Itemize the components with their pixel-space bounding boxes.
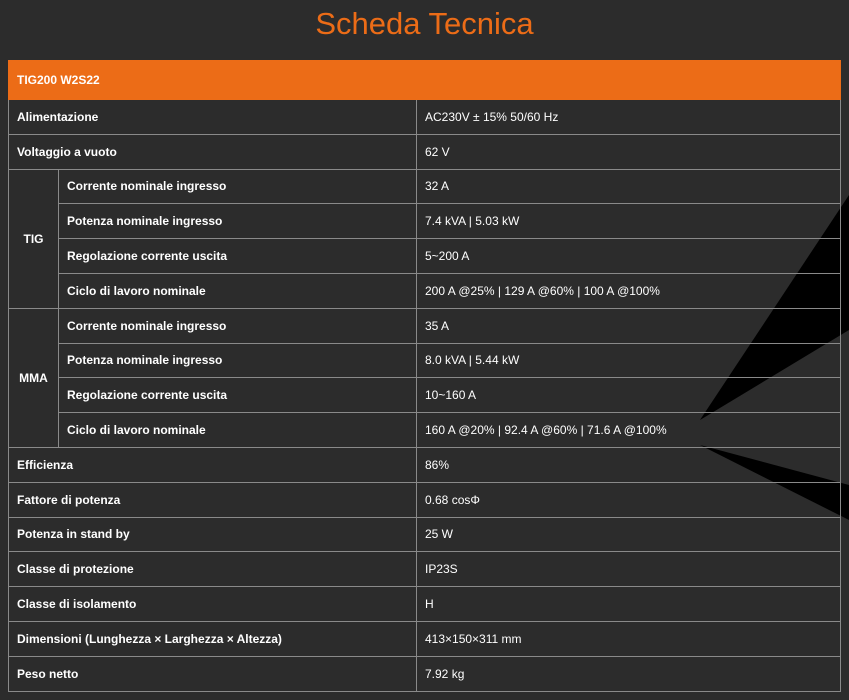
spec-label: Regolazione corrente uscita bbox=[59, 239, 417, 274]
spec-label: Potenza nominale ingresso bbox=[59, 204, 417, 239]
page-title: Scheda Tecnica bbox=[315, 6, 534, 41]
spec-label: Efficienza bbox=[9, 447, 417, 482]
group-label-mma: MMA bbox=[9, 308, 59, 447]
spec-value: 7.4 kVA | 5.03 kW bbox=[417, 204, 841, 239]
spec-value: 86% bbox=[417, 447, 841, 482]
spec-header-row bbox=[9, 61, 841, 100]
spec-row bbox=[9, 343, 841, 378]
spec-value: 10~160 A bbox=[417, 378, 841, 413]
spec-row bbox=[9, 308, 841, 343]
spec-label: Voltaggio a vuoto bbox=[9, 134, 417, 169]
spec-row bbox=[9, 273, 841, 308]
group-label-tig: TIG bbox=[9, 169, 59, 308]
spec-row bbox=[9, 378, 841, 413]
spec-row bbox=[9, 413, 841, 448]
spec-label: Alimentazione bbox=[9, 100, 417, 135]
model-name: TIG200 W2S22 bbox=[9, 61, 841, 100]
spec-value: 413×150×311 mm bbox=[417, 621, 841, 656]
spec-label: Regolazione corrente uscita bbox=[59, 378, 417, 413]
spec-label: Classe di protezione bbox=[9, 552, 417, 587]
spec-label: Potenza nominale ingresso bbox=[59, 343, 417, 378]
spec-row bbox=[9, 482, 841, 517]
spec-label: Ciclo di lavoro nominale bbox=[59, 413, 417, 448]
spec-value: 200 A @25% | 129 A @60% | 100 A @100% bbox=[417, 273, 841, 308]
spec-value: 5~200 A bbox=[417, 239, 841, 274]
spec-label: Classe di isolamento bbox=[9, 587, 417, 622]
spec-row bbox=[9, 169, 841, 204]
spec-row bbox=[9, 517, 841, 552]
spec-value: 160 A @20% | 92.4 A @60% | 71.6 A @100% bbox=[417, 413, 841, 448]
spec-label: Peso netto bbox=[9, 656, 417, 691]
spec-row bbox=[9, 100, 841, 135]
spec-table bbox=[8, 60, 841, 692]
spec-value: AC230V ± 15% 50/60 Hz bbox=[417, 100, 841, 135]
spec-row bbox=[9, 134, 841, 169]
spec-row bbox=[9, 552, 841, 587]
spec-row bbox=[9, 656, 841, 691]
spec-value: 8.0 kVA | 5.44 kW bbox=[417, 343, 841, 378]
spec-value: 0.68 cosΦ bbox=[417, 482, 841, 517]
spec-row bbox=[9, 204, 841, 239]
spec-value: 25 W bbox=[417, 517, 841, 552]
spec-label: Potenza in stand by bbox=[9, 517, 417, 552]
spec-label: Corrente nominale ingresso bbox=[59, 308, 417, 343]
spec-value: 32 A bbox=[417, 169, 841, 204]
spec-row bbox=[9, 239, 841, 274]
spec-label: Dimensioni (Lunghezza × Larghezza × Altezza) bbox=[9, 621, 417, 656]
spec-value: 7.92 kg bbox=[417, 656, 841, 691]
spec-value: IP23S bbox=[417, 552, 841, 587]
spec-value: 62 V bbox=[417, 134, 841, 169]
spec-label: Ciclo di lavoro nominale bbox=[59, 273, 417, 308]
spec-label: Corrente nominale ingresso bbox=[59, 169, 417, 204]
spec-value: 35 A bbox=[417, 308, 841, 343]
spec-label: Fattore di potenza bbox=[9, 482, 417, 517]
spec-row bbox=[9, 621, 841, 656]
spec-row bbox=[9, 587, 841, 622]
spec-value: H bbox=[417, 587, 841, 622]
spec-row bbox=[9, 447, 841, 482]
